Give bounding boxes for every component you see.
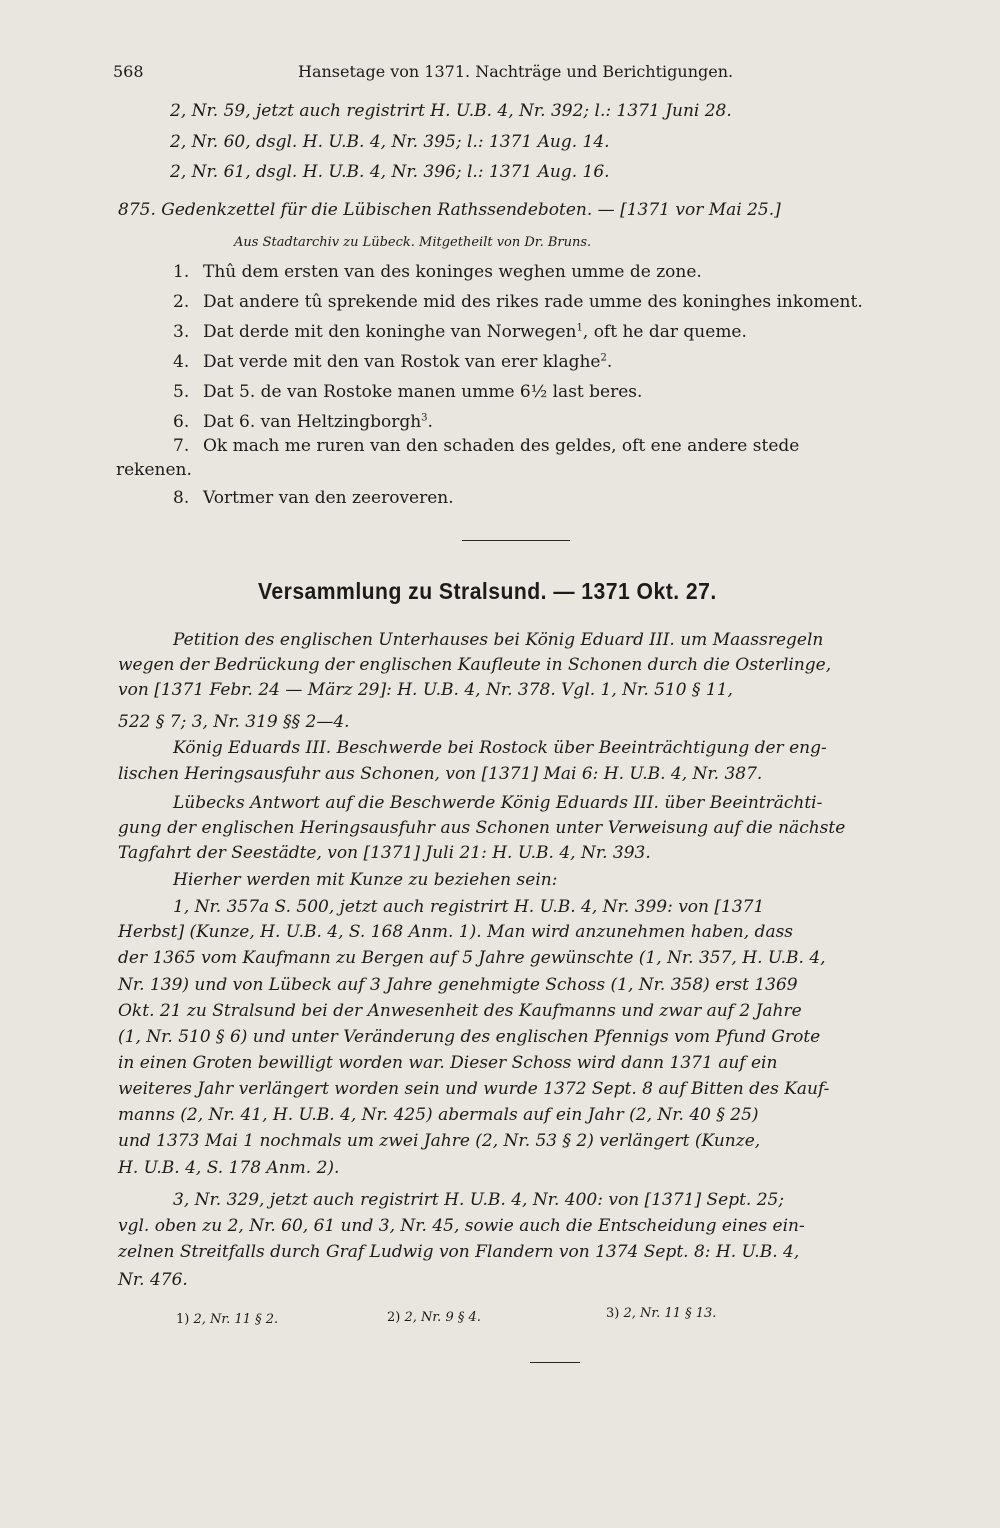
body-line: Nr. 476.: [118, 1270, 188, 1290]
item-text: Dat andere tû sprekende mid des rikes rade umme des koninghes inkoment.: [203, 292, 863, 312]
item-number: 8.: [173, 488, 190, 508]
item-text: Ok mach me ruren van den schaden des geldes, oft ene andere stede: [203, 436, 800, 456]
item-text: Dat 5. de van Rostoke manen umme 6½ last beres.: [203, 382, 643, 402]
body-line: in einen Groten bewilligt worden war. Dieser Schoss wird dann 1371 auf ein: [118, 1053, 778, 1073]
item-text: Dat verde mit den van Rostok van erer klaghe$^2$.: [203, 352, 613, 372]
body-line: 1, Nr. 357a S. 500, jetzt auch registrirt H. U.B. 4, Nr. 399: von [1371: [173, 897, 765, 917]
body-line: vgl. oben zu 2, Nr. 60, 61 und 3, Nr. 45, sowie auch die Entscheidung eines ein-: [118, 1216, 805, 1236]
body-line: wegen der Bedrückung der englischen Kaufleute in Schonen durch die Osterlinge,: [118, 655, 832, 675]
addendum-line: 2, Nr. 60, dsgl. H. U.B. 4, Nr. 395; l.: 1371 Aug. 14.: [170, 132, 610, 152]
item-text: Dat 6. van Heltzingborgh$^3$.: [203, 412, 433, 432]
body-line: manns (2, Nr. 41, H. U.B. 4, Nr. 425) abermals auf ein Jahr (2, Nr. 40 § 25): [118, 1105, 759, 1125]
item-number: 2.: [173, 292, 190, 312]
body-line: Tagfahrt der Seestädte, von [1371] Juli 21: H. U.B. 4, Nr. 393.: [118, 843, 651, 863]
body-line: Nr. 139) und von Lübeck auf 3 Jahre genehmigte Schoss (1, Nr. 358) erst 1369: [118, 975, 798, 995]
footnote: 3) 2, Nr. 11 § 13.: [606, 1306, 717, 1321]
footnote: 1) 2, Nr. 11 § 2.: [176, 1312, 279, 1327]
addendum-line: 2, Nr. 59, jetzt auch registrirt H. U.B. 4, Nr. 392; l.: 1371 Juni 28.: [170, 101, 732, 121]
section-heading: Versammlung zu Stralsund. — 1371 Okt. 27.: [258, 578, 717, 604]
body-line: Herbst] (Kunze, H. U.B. 4, S. 168 Anm. 1). Man wird anzunehmen haben, dass: [118, 922, 794, 942]
item-text: Vortmer van den zeeroveren.: [203, 488, 454, 508]
item-number: 7.: [173, 436, 190, 456]
footnote-ref: 3: [421, 412, 428, 424]
item-number: 1.: [173, 262, 190, 282]
body-line: Hierher werden mit Kunze zu beziehen sein:: [173, 870, 558, 890]
body-line: und 1373 Mai 1 nochmals um zwei Jahre (2, Nr. 53 § 2) verlängert (Kunze,: [118, 1131, 761, 1151]
item-number: 4.: [173, 352, 190, 372]
addendum-line: 2, Nr. 61, dsgl. H. U.B. 4, Nr. 396; l.: 1371 Aug. 16.: [170, 162, 610, 182]
running-title: Hansetage von 1371. Nachträge und Berichtigungen.: [298, 62, 734, 81]
end-rule: [530, 1362, 580, 1363]
body-line: (1, Nr. 510 § 6) und unter Veränderung des englischen Pfennigs vom Pfund Grote: [118, 1027, 821, 1047]
body-line: 522 § 7; 3, Nr. 319 §§ 2—4.: [118, 712, 350, 732]
entry-source: Aus Stadtarchiv zu Lübeck. Mitgetheilt von Dr. Bruns.: [234, 235, 592, 250]
body-line: lischen Heringsausfuhr aus Schonen, von [1371] Mai 6: H. U.B. 4, Nr. 387.: [118, 764, 763, 784]
body-line: der 1365 vom Kaufmann zu Bergen auf 5 Jahre gewünschte (1, Nr. 357, H. U.B. 4,: [118, 948, 826, 968]
body-line: Okt. 21 zu Stralsund bei der Anwesenheit des Kaufmanns und zwar auf 2 Jahre: [118, 1001, 802, 1021]
item-number: 6.: [173, 412, 190, 432]
item-text-continuation: rekenen.: [116, 460, 192, 480]
entry-title: 875. Gedenkzettel für die Lübischen Rathssendeboten. — [1371 vor Mai 25.]: [118, 200, 781, 220]
item-text: Thû dem ersten van des koninges weghen umme de zone.: [203, 262, 702, 282]
body-line: zelnen Streitfalls durch Graf Ludwig von Flandern von 1374 Sept. 8: H. U.B. 4,: [118, 1242, 800, 1262]
footnote-ref: 1: [576, 322, 583, 334]
item-number: 3.: [173, 322, 190, 342]
item-text: Dat derde mit den koninghe van Norwegen$^1$, oft he dar queme.: [203, 322, 747, 342]
body-line: Lübecks Antwort auf die Beschwerde König Eduards III. über Beeinträchti-: [173, 793, 823, 813]
body-line: Petition des englischen Unterhauses bei König Eduard III. um Maassregeln: [173, 630, 824, 650]
footnote: 2) 2, Nr. 9 § 4.: [387, 1310, 481, 1325]
body-line: von [1371 Febr. 24 — März 29]: H. U.B. 4, Nr. 378. Vgl. 1, Nr. 510 § 11,: [118, 680, 733, 700]
body-line: König Eduards III. Beschwerde bei Rostock über Beeinträchtigung der eng-: [173, 738, 827, 758]
separator-rule: [462, 540, 570, 541]
footnote-ref: 2: [600, 352, 607, 364]
item-number: 5.: [173, 382, 190, 402]
page-number: 568: [113, 62, 144, 81]
body-line: 3, Nr. 329, jetzt auch registrirt H. U.B. 4, Nr. 400: von [1371] Sept. 25;: [173, 1190, 785, 1210]
body-line: H. U.B. 4, S. 178 Anm. 2).: [118, 1158, 340, 1178]
body-line: gung der englischen Heringsausfuhr aus Schonen unter Verweisung auf die nächste: [118, 818, 846, 838]
body-line: weiteres Jahr verlängert worden sein und wurde 1372 Sept. 8 auf Bitten des Kauf-: [118, 1079, 830, 1099]
